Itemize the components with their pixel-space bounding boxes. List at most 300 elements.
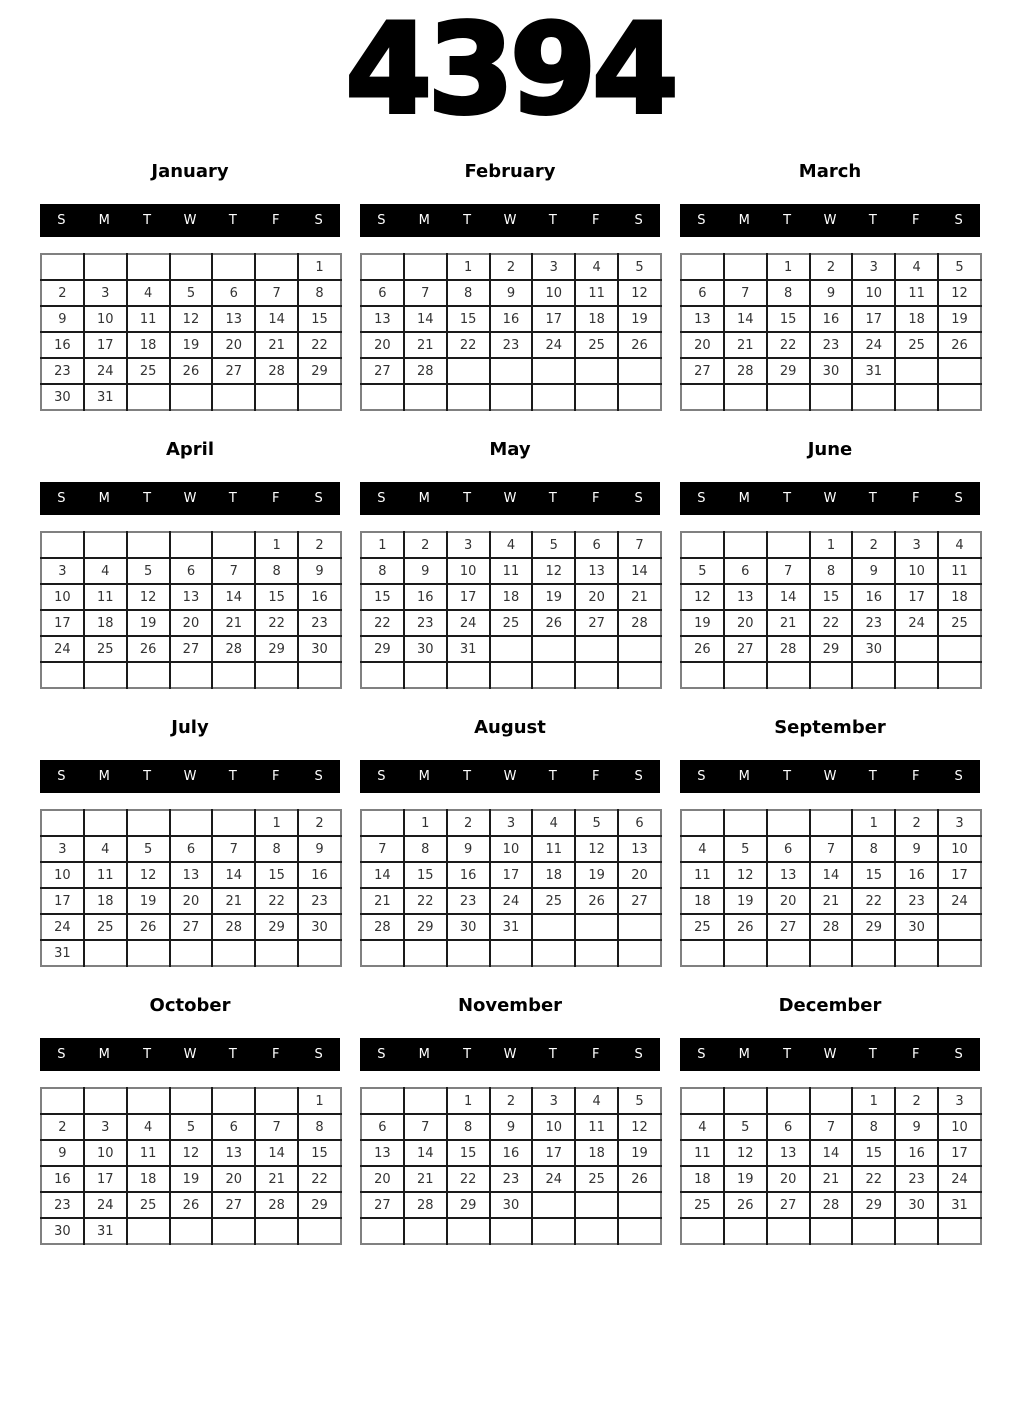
day-cell: 23: [852, 610, 895, 636]
day-cell: 25: [127, 358, 170, 384]
day-cell: [810, 662, 853, 688]
day-cell: [41, 662, 84, 688]
weekday-label: M: [738, 491, 750, 506]
day-cell: 4: [895, 254, 938, 280]
weekday-label: S: [314, 1047, 323, 1062]
day-cell: 18: [84, 888, 127, 914]
day-cell: 13: [170, 862, 213, 888]
day-cell: [404, 384, 447, 410]
week-row: [681, 1166, 981, 1192]
month-days-table: [40, 253, 342, 411]
day-cell: 10: [490, 836, 533, 862]
day-cell: 19: [170, 332, 213, 358]
day-cell: 3: [41, 558, 84, 584]
weekday-header-row: [40, 760, 340, 793]
day-cell: 28: [810, 914, 853, 940]
day-cell: [127, 254, 170, 280]
day-cell: [170, 940, 213, 966]
month-days-table: [360, 1087, 662, 1245]
weekday-label: F: [591, 769, 600, 784]
month-block-april: [40, 440, 340, 701]
day-cell: 28: [767, 636, 810, 662]
day-cell: 6: [767, 836, 810, 862]
month-name: October: [149, 995, 231, 1016]
day-cell: [127, 384, 170, 410]
day-cell: 16: [447, 862, 490, 888]
day-cell: 3: [41, 836, 84, 862]
day-cell: 3: [84, 280, 127, 306]
day-cell: [810, 1088, 853, 1114]
day-cell: [361, 254, 404, 280]
weekday-label: W: [823, 491, 837, 506]
month-days-table: [680, 253, 982, 411]
week-row: [41, 1218, 341, 1244]
day-cell: [532, 914, 575, 940]
day-cell: [767, 1088, 810, 1114]
weekday-label: T: [548, 1047, 557, 1062]
weekday-header-row: [40, 482, 340, 515]
day-cell: [852, 662, 895, 688]
day-cell: 21: [618, 584, 661, 610]
day-cell: [767, 1218, 810, 1244]
day-cell: 25: [681, 914, 724, 940]
day-cell: [532, 1218, 575, 1244]
day-cell: 25: [575, 1166, 618, 1192]
day-cell: 12: [681, 584, 724, 610]
day-cell: 11: [84, 584, 127, 610]
day-cell: 29: [255, 914, 298, 940]
day-cell: 21: [255, 1166, 298, 1192]
day-cell: [490, 940, 533, 966]
day-cell: 20: [724, 610, 767, 636]
day-cell: 11: [938, 558, 981, 584]
day-cell: 12: [724, 1140, 767, 1166]
day-cell: 10: [895, 558, 938, 584]
day-cell: 7: [212, 836, 255, 862]
weekday-label: M: [98, 769, 110, 784]
day-cell: 3: [490, 810, 533, 836]
week-row: [361, 836, 661, 862]
day-cell: [532, 384, 575, 410]
month-days-table: [360, 253, 662, 411]
day-cell: 2: [298, 532, 341, 558]
day-cell: [490, 1218, 533, 1244]
weekday-label: T: [228, 1047, 237, 1062]
day-cell: 18: [895, 306, 938, 332]
month-name: August: [474, 717, 546, 738]
weekday-label: W: [503, 213, 517, 228]
day-cell: 1: [810, 532, 853, 558]
day-cell: 15: [447, 306, 490, 332]
day-cell: 16: [852, 584, 895, 610]
day-cell: 4: [938, 532, 981, 558]
day-cell: [404, 662, 447, 688]
day-cell: [810, 810, 853, 836]
day-cell: 6: [170, 836, 213, 862]
day-cell: [170, 1088, 213, 1114]
day-cell: 15: [255, 584, 298, 610]
day-cell: [575, 384, 618, 410]
day-cell: [84, 532, 127, 558]
day-cell: 24: [938, 1166, 981, 1192]
day-cell: 29: [447, 1192, 490, 1218]
day-cell: [212, 810, 255, 836]
day-cell: [490, 358, 533, 384]
day-cell: 10: [532, 280, 575, 306]
week-row: [681, 1088, 981, 1114]
week-row: [361, 662, 661, 688]
day-cell: 22: [447, 332, 490, 358]
day-cell: 5: [127, 836, 170, 862]
day-cell: [938, 940, 981, 966]
day-cell: 10: [41, 862, 84, 888]
day-cell: 16: [298, 584, 341, 610]
day-cell: 15: [404, 862, 447, 888]
weekday-label: W: [503, 1047, 517, 1062]
day-cell: 24: [490, 888, 533, 914]
week-row: [41, 610, 341, 636]
week-row: [41, 1192, 341, 1218]
day-cell: [212, 940, 255, 966]
day-cell: 6: [681, 280, 724, 306]
day-cell: 9: [298, 558, 341, 584]
day-cell: 31: [447, 636, 490, 662]
day-cell: 26: [575, 888, 618, 914]
day-cell: 22: [810, 610, 853, 636]
month-block-september: [680, 718, 980, 979]
day-cell: [298, 384, 341, 410]
day-cell: [575, 1192, 618, 1218]
month-block-july: [40, 718, 340, 979]
day-cell: [938, 636, 981, 662]
day-cell: 30: [41, 1218, 84, 1244]
day-cell: 11: [127, 1140, 170, 1166]
day-cell: 19: [170, 1166, 213, 1192]
day-cell: 2: [895, 1088, 938, 1114]
day-cell: 31: [938, 1192, 981, 1218]
day-cell: [618, 662, 661, 688]
week-row: [681, 532, 981, 558]
day-cell: 11: [681, 862, 724, 888]
day-cell: 23: [41, 1192, 84, 1218]
day-cell: 24: [84, 358, 127, 384]
day-cell: [532, 1192, 575, 1218]
day-cell: [532, 636, 575, 662]
day-cell: 2: [298, 810, 341, 836]
day-cell: 10: [938, 1114, 981, 1140]
day-cell: 8: [852, 836, 895, 862]
day-cell: 8: [404, 836, 447, 862]
month-days-table: [40, 1087, 342, 1245]
month-days-table: [40, 809, 342, 967]
day-cell: 3: [938, 1088, 981, 1114]
month-name: November: [457, 995, 563, 1016]
day-cell: 13: [575, 558, 618, 584]
week-row: [361, 306, 661, 332]
day-cell: 17: [84, 1166, 127, 1192]
day-cell: 25: [127, 1192, 170, 1218]
day-cell: 30: [895, 914, 938, 940]
weekday-label: F: [911, 213, 920, 228]
weekday-label: T: [783, 491, 792, 506]
day-cell: 26: [618, 332, 661, 358]
day-cell: 12: [127, 584, 170, 610]
week-row: [361, 558, 661, 584]
week-row: [361, 384, 661, 410]
day-cell: 17: [532, 1140, 575, 1166]
day-cell: 26: [618, 1166, 661, 1192]
day-cell: 28: [255, 358, 298, 384]
weekday-label: F: [911, 769, 920, 784]
weekday-label: S: [697, 769, 706, 784]
day-cell: [681, 662, 724, 688]
day-cell: 16: [895, 862, 938, 888]
day-cell: 31: [852, 358, 895, 384]
day-cell: [938, 1218, 981, 1244]
weekday-label: T: [868, 213, 877, 228]
day-cell: 20: [361, 1166, 404, 1192]
day-cell: [170, 662, 213, 688]
day-cell: [852, 1218, 895, 1244]
day-cell: 14: [724, 306, 767, 332]
day-cell: 3: [852, 254, 895, 280]
month-days-table: [360, 809, 662, 967]
day-cell: 28: [618, 610, 661, 636]
day-cell: 3: [532, 1088, 575, 1114]
day-cell: 1: [298, 254, 341, 280]
day-cell: 6: [361, 280, 404, 306]
day-cell: 19: [618, 1140, 661, 1166]
day-cell: 12: [575, 836, 618, 862]
weekday-label: S: [314, 769, 323, 784]
day-cell: 8: [255, 558, 298, 584]
months-grid: [40, 162, 980, 1257]
day-cell: 27: [767, 914, 810, 940]
day-cell: 18: [84, 610, 127, 636]
weekday-label: T: [463, 213, 472, 228]
week-row: [681, 940, 981, 966]
day-cell: 22: [255, 610, 298, 636]
day-cell: 21: [361, 888, 404, 914]
day-cell: [618, 1218, 661, 1244]
day-cell: [361, 810, 404, 836]
day-cell: 25: [490, 610, 533, 636]
day-cell: 18: [575, 1140, 618, 1166]
day-cell: 24: [895, 610, 938, 636]
day-cell: 20: [170, 888, 213, 914]
day-cell: 11: [490, 558, 533, 584]
weekday-label: F: [591, 213, 600, 228]
day-cell: 8: [767, 280, 810, 306]
month-days-table: [680, 531, 982, 689]
day-cell: [127, 1088, 170, 1114]
day-cell: [532, 662, 575, 688]
day-cell: [170, 1218, 213, 1244]
day-cell: 3: [447, 532, 490, 558]
day-cell: 23: [810, 332, 853, 358]
week-row: [361, 940, 661, 966]
day-cell: 8: [298, 280, 341, 306]
day-cell: [575, 914, 618, 940]
weekday-header-row: [40, 204, 340, 237]
weekday-label: W: [503, 769, 517, 784]
day-cell: 24: [532, 1166, 575, 1192]
weekday-label: F: [591, 1047, 600, 1062]
day-cell: 9: [852, 558, 895, 584]
day-cell: 11: [84, 862, 127, 888]
day-cell: 5: [127, 558, 170, 584]
day-cell: 5: [724, 1114, 767, 1140]
day-cell: 17: [895, 584, 938, 610]
day-cell: 19: [681, 610, 724, 636]
day-cell: [575, 940, 618, 966]
day-cell: 16: [810, 306, 853, 332]
day-cell: 17: [84, 332, 127, 358]
weekday-label: S: [634, 491, 643, 506]
day-cell: [618, 358, 661, 384]
weekday-label: F: [271, 213, 280, 228]
month-name: February: [464, 161, 556, 182]
week-row: [681, 662, 981, 688]
day-cell: 21: [255, 332, 298, 358]
weekday-label: T: [143, 769, 152, 784]
day-cell: [212, 1088, 255, 1114]
weekday-label: T: [548, 491, 557, 506]
day-cell: [767, 940, 810, 966]
day-cell: 29: [404, 914, 447, 940]
day-cell: [810, 940, 853, 966]
day-cell: 11: [127, 306, 170, 332]
weekday-label: S: [954, 1047, 963, 1062]
day-cell: 12: [618, 280, 661, 306]
day-cell: 5: [170, 280, 213, 306]
day-cell: 26: [127, 636, 170, 662]
day-cell: 30: [490, 1192, 533, 1218]
day-cell: 21: [212, 888, 255, 914]
day-cell: 26: [724, 914, 767, 940]
month-block-february: [360, 162, 660, 423]
day-cell: [938, 384, 981, 410]
day-cell: 22: [767, 332, 810, 358]
weekday-label: T: [783, 1047, 792, 1062]
week-row: [41, 914, 341, 940]
month-block-october: [40, 996, 340, 1257]
day-cell: 15: [298, 1140, 341, 1166]
day-cell: 2: [41, 1114, 84, 1140]
day-cell: [532, 940, 575, 966]
day-cell: [938, 662, 981, 688]
week-row: [361, 532, 661, 558]
day-cell: 20: [170, 610, 213, 636]
week-row: [41, 1140, 341, 1166]
day-cell: [361, 384, 404, 410]
day-cell: [767, 810, 810, 836]
day-cell: 10: [41, 584, 84, 610]
day-cell: 22: [852, 888, 895, 914]
day-cell: 18: [575, 306, 618, 332]
day-cell: [490, 662, 533, 688]
day-cell: 7: [212, 558, 255, 584]
weekday-label: S: [377, 1047, 386, 1062]
day-cell: 18: [127, 332, 170, 358]
month-block-december: [680, 996, 980, 1257]
day-cell: [127, 532, 170, 558]
week-row: [681, 610, 981, 636]
day-cell: 31: [41, 940, 84, 966]
day-cell: 30: [852, 636, 895, 662]
day-cell: 29: [361, 636, 404, 662]
day-cell: 28: [255, 1192, 298, 1218]
day-cell: 14: [255, 306, 298, 332]
week-row: [681, 914, 981, 940]
weekday-label: T: [228, 213, 237, 228]
day-cell: 15: [852, 1140, 895, 1166]
day-cell: 28: [212, 914, 255, 940]
day-cell: [84, 662, 127, 688]
day-cell: 6: [767, 1114, 810, 1140]
day-cell: [170, 810, 213, 836]
day-cell: 6: [724, 558, 767, 584]
day-cell: 16: [490, 1140, 533, 1166]
day-cell: 28: [810, 1192, 853, 1218]
day-cell: 15: [361, 584, 404, 610]
day-cell: 30: [447, 914, 490, 940]
day-cell: [724, 940, 767, 966]
day-cell: [447, 358, 490, 384]
day-cell: 15: [447, 1140, 490, 1166]
day-cell: 4: [490, 532, 533, 558]
weekday-label: T: [783, 769, 792, 784]
day-cell: [361, 940, 404, 966]
day-cell: [618, 940, 661, 966]
weekday-label: T: [548, 769, 557, 784]
day-cell: [212, 254, 255, 280]
day-cell: [84, 810, 127, 836]
weekday-label: W: [183, 769, 197, 784]
day-cell: 20: [361, 332, 404, 358]
day-cell: [255, 940, 298, 966]
day-cell: 18: [681, 1166, 724, 1192]
day-cell: 25: [575, 332, 618, 358]
day-cell: 12: [170, 306, 213, 332]
day-cell: 14: [618, 558, 661, 584]
month-days-table: [360, 531, 662, 689]
weekday-label: S: [634, 769, 643, 784]
weekday-header-row: [680, 1038, 980, 1071]
weekday-label: F: [911, 1047, 920, 1062]
weekday-header-row: [680, 760, 980, 793]
weekday-label: S: [314, 213, 323, 228]
day-cell: 31: [84, 384, 127, 410]
day-cell: 2: [895, 810, 938, 836]
day-cell: 13: [361, 306, 404, 332]
week-row: [361, 888, 661, 914]
day-cell: [212, 662, 255, 688]
day-cell: 3: [84, 1114, 127, 1140]
day-cell: [724, 810, 767, 836]
day-cell: 29: [852, 1192, 895, 1218]
weekday-label: S: [954, 769, 963, 784]
day-cell: 21: [724, 332, 767, 358]
weekday-label: S: [697, 1047, 706, 1062]
day-cell: 28: [404, 1192, 447, 1218]
day-cell: 6: [361, 1114, 404, 1140]
day-cell: [84, 1088, 127, 1114]
day-cell: 6: [212, 1114, 255, 1140]
day-cell: 24: [41, 636, 84, 662]
day-cell: [255, 254, 298, 280]
weekday-label: W: [823, 213, 837, 228]
